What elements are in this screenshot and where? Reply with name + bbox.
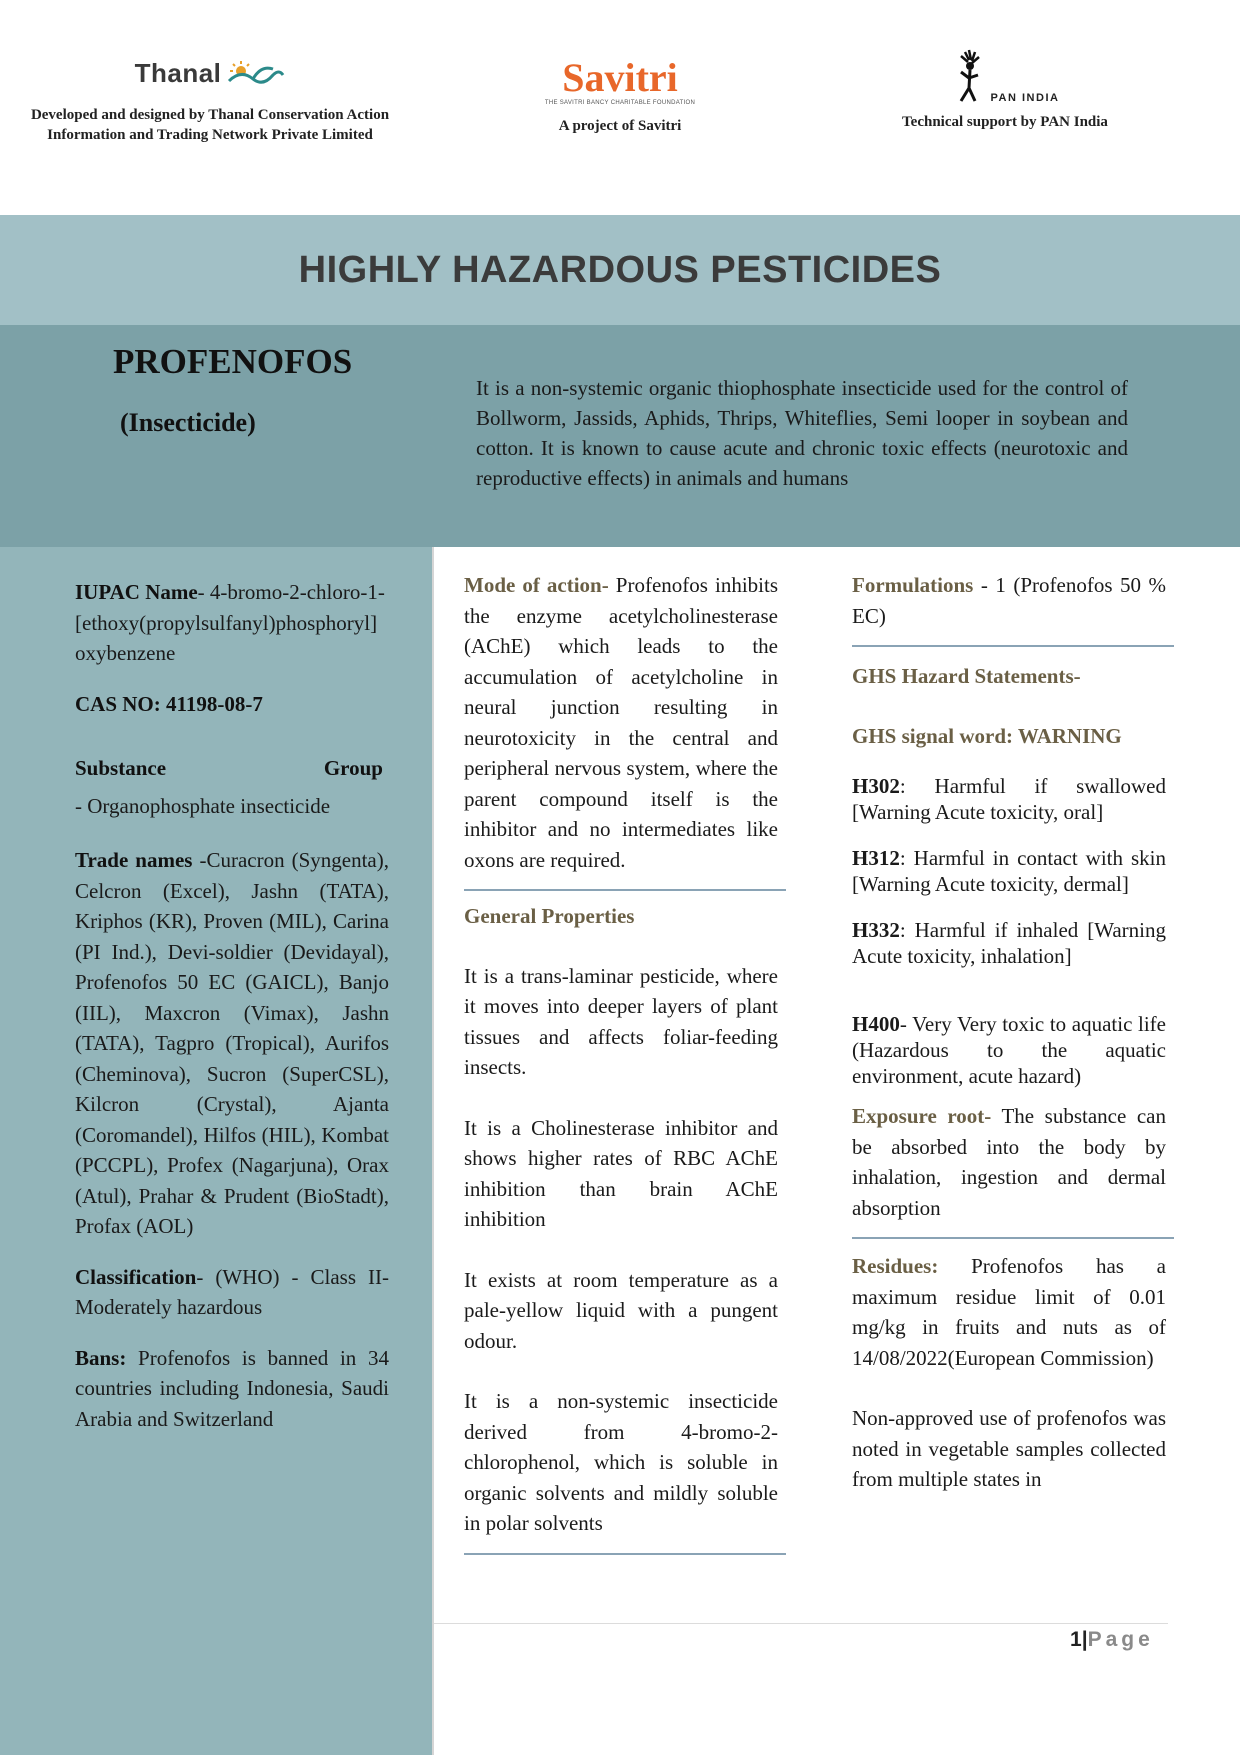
page-number — [1070, 1628, 1154, 1652]
mode-of-action-value: Profenofos inhibits the enzyme acetylcholinesterase (AChE) which leads to the accumulation of acetylcholine in neural junction resulting in neurotoxicity in the central and peripheral nervous system, where the parent compound itself is the inhibitor and no intermediates like oxons are required. — [464, 573, 778, 872]
hazard-code: H312 — [852, 846, 900, 870]
mode-of-action-label: Mode of action- — [464, 573, 609, 597]
hazard-code: H302 — [852, 774, 900, 798]
pan-credit: Technical support by PAN India — [902, 114, 1108, 130]
page-separator: | — [1081, 1628, 1088, 1651]
bans — [75, 1343, 389, 1435]
mode-of-action — [464, 570, 778, 875]
savitri-logo: Savitri — [562, 55, 678, 100]
divider — [852, 1237, 1174, 1239]
hazard-text: : Harmful in contact with skin [Warning Acute toxicity, dermal] — [852, 846, 1166, 896]
title-band — [0, 215, 1240, 325]
formulations-value: - 1 (Profenofos 50 % EC) — [852, 573, 1166, 628]
hazard-text: : Harmful if swallowed [Warning Acute toxicity, oral] — [852, 774, 1166, 824]
property-paragraph: It is a Cholinesterase inhibitor and shows higher rates of RBC AChE inhibition than brain AChE inhibition — [464, 1115, 778, 1231]
hazard-statement-h400 — [852, 1011, 1166, 1089]
cas-label: CAS NO: 41198-08-7 — [75, 691, 263, 716]
hazard-statement-h332 — [852, 917, 1166, 969]
formulations — [852, 570, 1166, 631]
divider — [852, 645, 1174, 647]
thanal-logo-text: Thanal — [134, 58, 222, 88]
iupac-label: IUPAC Name — [75, 580, 198, 604]
page-label: Page — [1087, 1628, 1154, 1651]
trade-label: Trade names — [75, 848, 193, 872]
left-sidebar-content — [75, 577, 389, 1454]
general-properties-heading: General Properties — [464, 904, 635, 928]
right-column — [852, 570, 1166, 1495]
trade-names — [75, 845, 389, 1242]
page-number-value: 1 — [1070, 1628, 1082, 1651]
savitri-logo-subtitle: THE SAVITRI BANCY CHARITABLE FOUNDATION — [544, 100, 696, 106]
bans-value: Profenofos is banned in 34 countries including Indonesia, Saudi Arabia and Switzerland — [75, 1345, 389, 1431]
pan-logo-block — [870, 48, 1140, 132]
divider — [464, 1553, 786, 1555]
substance-group — [75, 749, 389, 825]
footer-divider — [434, 1623, 1168, 1624]
savitri-credit: A project of Savitri — [558, 118, 682, 134]
substance-label: Substance Group — [75, 756, 383, 780]
hazard-statement-h302 — [852, 773, 1166, 825]
ghs-signal-word: GHS signal word: WARNING — [852, 723, 1122, 748]
property-paragraph: It exists at room temperature as a pale-yellow liquid with a pungent odour. — [464, 1267, 778, 1353]
middle-column — [464, 570, 778, 1555]
hazard-code: H332 — [852, 918, 900, 942]
divider — [464, 889, 786, 891]
hazard-text: : Harmful if inhaled [Warning Acute toxicity, inhalation] — [852, 918, 1166, 968]
thanal-logo-block — [30, 58, 390, 145]
chemical-type: (Insecticide) — [120, 408, 256, 437]
hazard-code: H400 — [852, 1012, 900, 1036]
exposure-route — [852, 1101, 1166, 1223]
trade-value: -Curacron (Syngenta), Celcron (Excel), Jashn (TATA), Kriphos (KR), Proven (MIL), Carina (PI Ind.), Devi-soldier (Devidayal), Profenofos 50 EC (GAICL), Banjo (IIL), Maxcron (Vimax), Jashn (TATA), Tagpro (Tropical), Aurifos (Cheminova), Sucron (SuperCSL), Kilcron (Crystal), Ajanta (Coromandel), Hilfos (HIL), Kombat (PCCPL), Profex (Nagarjuna), Orax (Atul), Prahar & Prudent (BioStadt), Profax (AOL) — [75, 848, 389, 1238]
pan-figure-icon — [951, 48, 987, 104]
residues — [852, 1251, 1166, 1373]
chemical-name: PROFENOFOS — [113, 342, 353, 381]
cas-number — [75, 689, 389, 720]
substance-value: - Organophosphate insecticide — [75, 794, 331, 818]
hazard-text: - Very Very toxic to aquatic life (Hazardous to the aquatic environment, acute hazard) — [852, 1012, 1166, 1088]
residues-label: Residues: — [852, 1254, 939, 1278]
classification-value: - (WHO) - Class II- Moderately hazardous — [75, 1264, 389, 1319]
pan-logo-text: PAN INDIA — [990, 92, 1060, 104]
classification — [75, 1262, 389, 1323]
iupac-value: - 4-bromo-2-chloro-1-[ethoxy(propylsulfanyl)phosphoryl] oxybenzene — [75, 580, 385, 665]
page-title: HIGHLY HAZARDOUS PESTICIDES — [298, 248, 942, 291]
property-paragraph: It is a trans-laminar pesticide, where it moves into deeper layers of plant tissues and affects foliar-feeding insects. — [464, 963, 778, 1079]
non-approved-use: Non-approved use of profenofos was noted in vegetable samples collected from multiple states in — [852, 1406, 1166, 1491]
residues-value: Profenofos has a maximum residue limit of 0.01 mg/kg in fruits and nuts as of 14/08/2022(European Commission) — [852, 1254, 1166, 1370]
thanal-logo — [30, 58, 390, 89]
pan-logo — [870, 48, 1140, 104]
thanal-credit: Developed and designed by Thanal Conservation Action Information and Trading Network Private Limited — [30, 107, 390, 143]
iupac-name — [75, 577, 389, 669]
exposure-label: Exposure root- — [852, 1104, 992, 1128]
thanal-wave-icon — [227, 59, 285, 89]
classification-label: Classification — [75, 1264, 197, 1289]
exposure-value: The substance can be absorbed into the body by inhalation, ingestion and dermal absorption — [852, 1104, 1166, 1220]
ghs-heading: GHS Hazard Statements- — [852, 664, 1081, 688]
property-paragraph: It is a non-systemic insecticide derived from 4-bromo-2-chlorophenol, which is soluble in organic solvents and mildly soluble in polar solvents — [464, 1389, 778, 1535]
hazard-statement-h312 — [852, 845, 1166, 897]
chemical-intro: It is a non-systemic organic thiophosphate insecticide used for the control of Bollworm, Jassids, Aphids, Thrips, Whiteflies, Semi looper in soybean and cotton. It is known to cause acute and chronic toxic effects (neurotoxic and reproductive effects) in animals and humans — [476, 376, 1128, 490]
bans-label: Bans: — [75, 1345, 127, 1370]
formulations-label: Formulations — [852, 573, 974, 597]
savitri-logo-block — [520, 55, 720, 136]
